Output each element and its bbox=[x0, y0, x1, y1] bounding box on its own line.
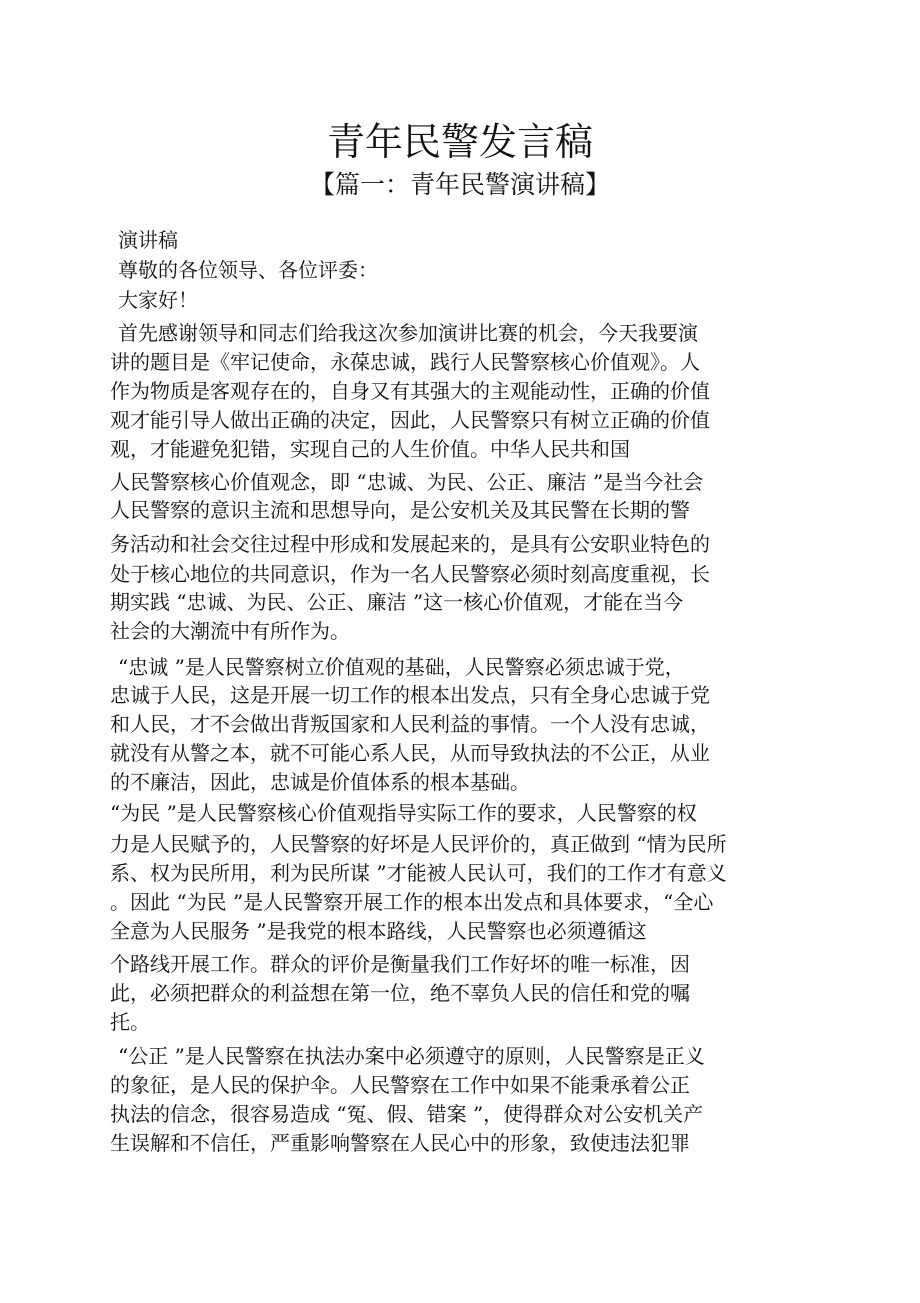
body-line: 社会的大潮流中有所作为。 bbox=[110, 619, 350, 643]
body-line: 生误解和不信任，严重影响警察在人民心中的形象，致使违法犯罪 bbox=[110, 1131, 690, 1155]
body-line: 忠诚于人民，这是开展一切工作的根本出发点，只有全身心忠诚于党 bbox=[110, 683, 710, 707]
body-line: 就没有从警之本，就不可能心系人民，从而导致执法的不公正，从业 bbox=[110, 741, 710, 765]
body-line: 的象征，是人民的保护伞。人民警察在工作中如果不能秉承着公正 bbox=[110, 1073, 690, 1097]
body-line: 演讲稿 bbox=[118, 228, 178, 252]
body-line: 作为物质是客观存在的，自身又有其强大的主观能动性，正确的价值 bbox=[110, 379, 710, 403]
body-line: 讲的题目是《牢记使命，永葆忠诚，践行人民警察核心价值观》。人 bbox=[110, 350, 700, 374]
body-line: 执法的信念，很容易造成 “冤、假、错案 ”，使得群众对公安机关产 bbox=[110, 1102, 704, 1126]
body-line: “公正 ”是人民警察在执法办案中必须遵守的原则，人民警察是正义 bbox=[118, 1044, 705, 1068]
body-line: 系、权为民所用，利为民所谋 ”才能被人民认可，我们的工作才有意义 bbox=[110, 861, 727, 885]
body-line: 尊敬的各位领导、各位评委： bbox=[118, 258, 378, 282]
document-title: 青年民警发言稿 bbox=[326, 120, 593, 164]
body-line: 首先感谢领导和同志们给我这次参加演讲比赛的机会，今天我要演 bbox=[118, 321, 698, 345]
body-line: 的不廉洁，因此，忠诚是价值体系的根本基础。 bbox=[110, 770, 530, 794]
body-line: 观才能引导人做出正确的决定，因此，人民警察只有树立正确的价值 bbox=[110, 408, 710, 432]
body-line: 期实践 “忠诚、为民、公正、廉洁 ”这一核心价值观，才能在当今 bbox=[110, 590, 684, 614]
body-line: 观，才能避免犯错，实现自己的人生价值。中华人民共和国 bbox=[110, 437, 630, 461]
body-line: 处于核心地位的共同意识，作为一名人民警察必须时刻高度重视，长 bbox=[110, 562, 710, 586]
body-line: 托。 bbox=[110, 1010, 150, 1034]
body-line: 力是人民赋予的，人民警察的好坏是人民评价的，真正做到 “情为民所 bbox=[110, 832, 727, 856]
body-line: 此，必须把群众的利益想在第一位，绝不辜负人民的信任和党的嘱 bbox=[110, 981, 690, 1005]
body-line: 。因此 “为民 ”是人民警察开展工作的根本出发点和具体要求，“全心 bbox=[110, 890, 714, 914]
document-subtitle: 【篇一：青年民警演讲稿】 bbox=[309, 170, 610, 199]
body-line: 全意为人民服务 ”是我党的根本路线，人民警察也必须遵循这 bbox=[110, 919, 647, 943]
body-line: 大家好！ bbox=[118, 288, 198, 312]
body-line: 个路线开展工作。群众的评价是衡量我们工作好坏的唯一标准，因 bbox=[110, 952, 690, 976]
body-line: “忠诚 ”是人民警察树立价值观的基础，人民警察必须忠诚于党， bbox=[118, 655, 685, 679]
body-line: 人民警察的意识主流和思想导向，是公安机关及其民警在长期的警 bbox=[110, 498, 690, 522]
body-line: 人民警察核心价值观念，即 “忠诚、为民、公正、廉洁 ”是当今社会 bbox=[110, 470, 704, 494]
body-line: 务活动和社会交往过程中形成和发展起来的，是具有公安职业特色的 bbox=[110, 532, 710, 556]
body-line: “为民 ”是人民警察核心价值观指导实际工作的要求，人民警察的权 bbox=[110, 801, 697, 825]
body-line: 和人民，才不会做出背叛国家和人民利益的事情。一个人没有忠诚， bbox=[110, 712, 710, 736]
